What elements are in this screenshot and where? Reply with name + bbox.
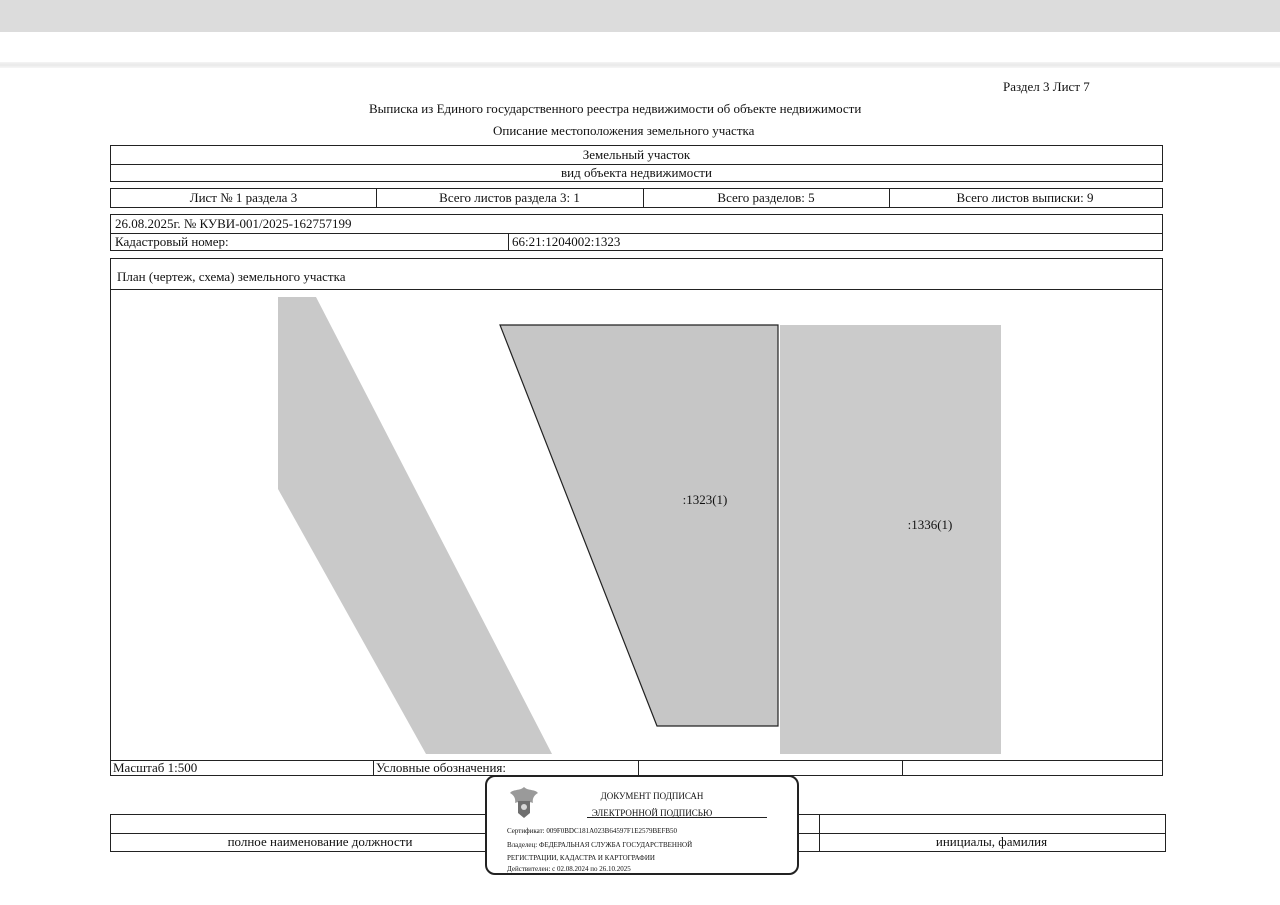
sheets-row bbox=[110, 188, 1163, 208]
document-subtitle: Описание местоположения земельного участка bbox=[493, 123, 755, 138]
stamp-line1: ДОКУМЕНТ ПОДПИСАН bbox=[600, 791, 704, 801]
cadastral-number: 66:21:1204002:1323 bbox=[512, 234, 621, 249]
plan-box bbox=[110, 258, 1163, 776]
divider bbox=[638, 760, 639, 775]
divider bbox=[508, 233, 509, 250]
scan-artifact bbox=[0, 62, 1280, 68]
plan-title: План (чертеж, схема) земельного участка bbox=[117, 269, 346, 284]
e-signature-stamp bbox=[485, 775, 799, 875]
divider bbox=[902, 760, 903, 775]
scale-label: Масштаб 1:500 bbox=[113, 760, 198, 775]
name-caption: инициалы, фамилия bbox=[935, 834, 1048, 849]
adjacent-strip bbox=[278, 297, 552, 754]
stamp-line2: ЭЛЕКТРОННОЙ ПОДПИСЬЮ bbox=[591, 808, 713, 818]
scan-top-band bbox=[0, 0, 1280, 32]
document-title: Выписка из Единого государственного реестра недвижимости об объекте недвижимости bbox=[369, 101, 862, 116]
sheets-total: Всего листов выписки: 9 bbox=[956, 190, 1094, 205]
stamp-divider bbox=[587, 817, 767, 818]
cadastral-label: Кадастровый номер: bbox=[115, 234, 229, 249]
parcel-1336 bbox=[780, 325, 1001, 754]
position-caption: полное наименование должности bbox=[227, 834, 413, 849]
record-date-number: 26.08.2025г. № КУВИ-001/2025-162757199 bbox=[115, 216, 352, 231]
stamp-certificate: Сертификат: 009F0BDC181A023B64597F1E2579BEFB50 bbox=[507, 827, 678, 835]
legend-label: Условные обозначения: bbox=[376, 760, 507, 775]
stamp-owner-line1: Владелец: ФЕДЕРАЛЬНАЯ СЛУЖБА ГОСУДАРСТВЕННОЙ bbox=[507, 841, 693, 849]
parcel-1336-label: :1336(1) bbox=[907, 517, 953, 532]
plan-drawing bbox=[111, 259, 1161, 774]
divider bbox=[373, 760, 374, 775]
divider bbox=[111, 760, 1162, 761]
sheets-in-section: Всего листов раздела 3: 1 bbox=[439, 190, 580, 205]
stamp-validity: Действителен: с 02.08.2024 по 26.10.2025 bbox=[507, 865, 631, 873]
parcel-1323-label: :1323(1) bbox=[682, 492, 728, 507]
record-box bbox=[110, 214, 1163, 251]
object-type-caption: вид объекта недвижимости bbox=[561, 165, 712, 180]
object-type: Земельный участок bbox=[582, 147, 691, 162]
object-type-box bbox=[110, 145, 1163, 182]
section-sheet-label: Раздел 3 Лист 7 bbox=[1003, 79, 1090, 94]
stamp-owner-line2: РЕГИСТРАЦИИ, КАДАСТРА И КАРТОГРАФИИ bbox=[507, 854, 655, 862]
divider bbox=[111, 233, 1162, 234]
sheet-number: Лист № 1 раздела 3 bbox=[189, 190, 298, 205]
sections-total: Всего разделов: 5 bbox=[717, 190, 815, 205]
parcel-1323 bbox=[500, 325, 778, 726]
